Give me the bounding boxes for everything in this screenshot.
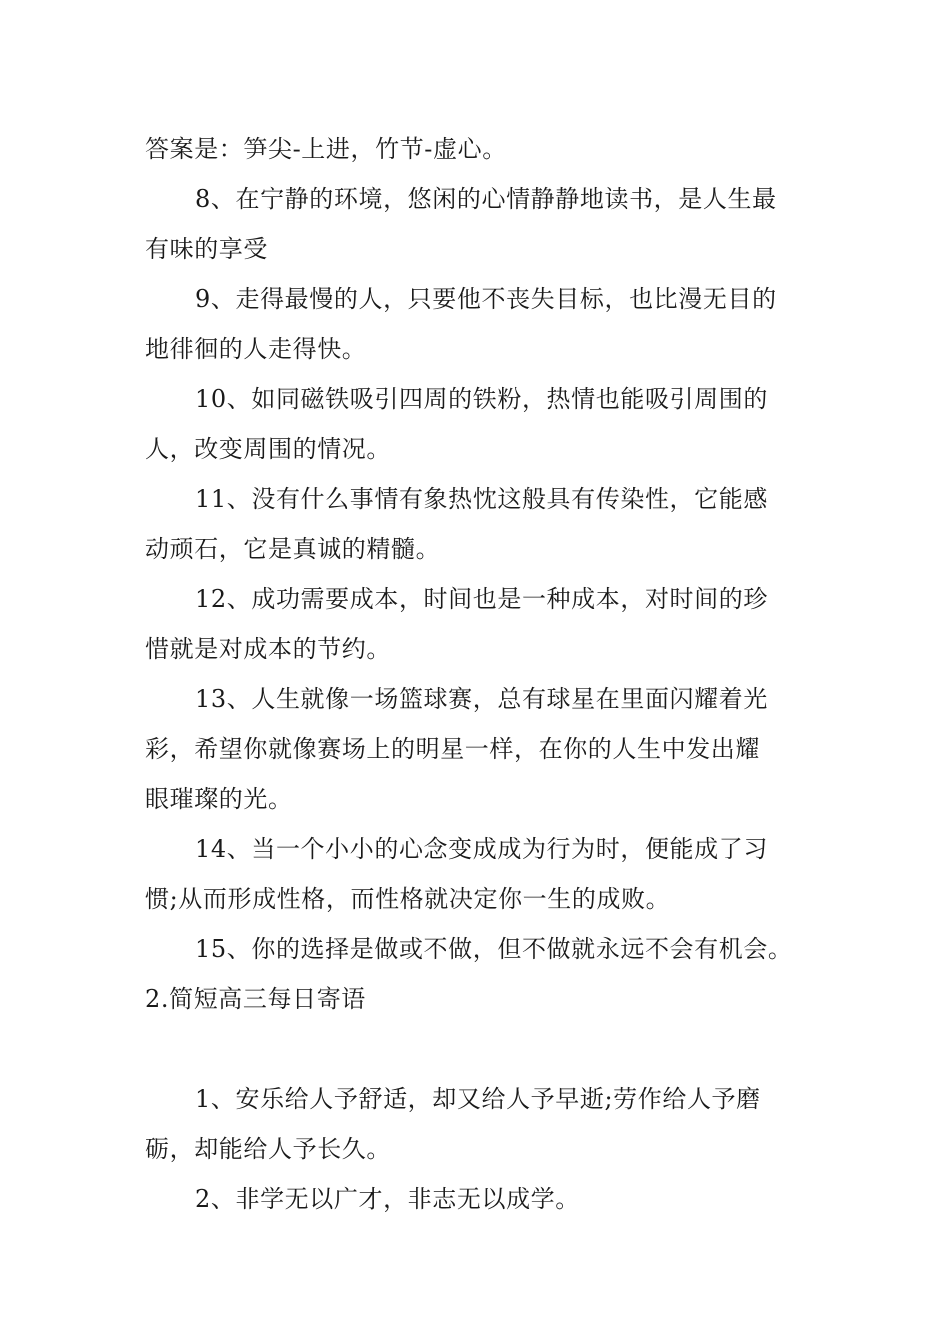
item-13-line-1: 13、人生就像一场篮球赛，总有球星在里面闪耀着光 (195, 685, 768, 713)
item-12-line-2: 惜就是对成本的节约。 (145, 635, 391, 663)
item-9-line-2: 地徘徊的人走得快。 (145, 335, 367, 363)
item-14-line-1: 14、当一个小小的心念变成成为行为时，便能成了习 (195, 835, 768, 863)
item-15-line-1: 15、你的选择是做或不做，但不做就永远不会有机会。 (195, 935, 793, 963)
section-heading: 2.简短高三每日寄语 (145, 985, 366, 1013)
section2-item-1-line-1: 1、安乐给人予舒适，却又给人予早逝;劳作给人予磨 (195, 1085, 761, 1113)
item-10-line-1: 10、如同磁铁吸引四周的铁粉，热情也能吸引周围的 (195, 385, 768, 413)
item-13-line-3: 眼璀璨的光。 (145, 785, 293, 813)
section2-item-1-line-2: 砺，却能给人予长久。 (145, 1135, 391, 1163)
item-12-line-1: 12、成功需要成本，时间也是一种成本，对时间的珍 (195, 585, 768, 613)
item-8-line-2: 有味的享受 (145, 235, 268, 263)
item-11-line-1: 11、没有什么事情有象热忱这般具有传染性，它能感 (195, 485, 768, 513)
section2-item-2-line-1: 2、非学无以广才，非志无以成学。 (195, 1185, 580, 1213)
answer-line: 答案是：笋尖-上进，竹节-虚心。 (145, 135, 507, 163)
item-10-line-2: 人，改变周围的情况。 (145, 435, 391, 463)
item-8-line-1: 8、在宁静的环境，悠闲的心情静静地读书，是人生最 (195, 185, 777, 213)
item-14-line-2: 惯;从而形成性格，而性格就决定你一生的成败。 (145, 885, 671, 913)
item-9-line-1: 9、走得最慢的人，只要他不丧失目标，也比漫无目的 (195, 285, 777, 313)
item-11-line-2: 动顽石，它是真诚的精髓。 (145, 535, 441, 563)
item-13-line-2: 彩，希望你就像赛场上的明星一样，在你的人生中发出耀 (145, 735, 760, 763)
